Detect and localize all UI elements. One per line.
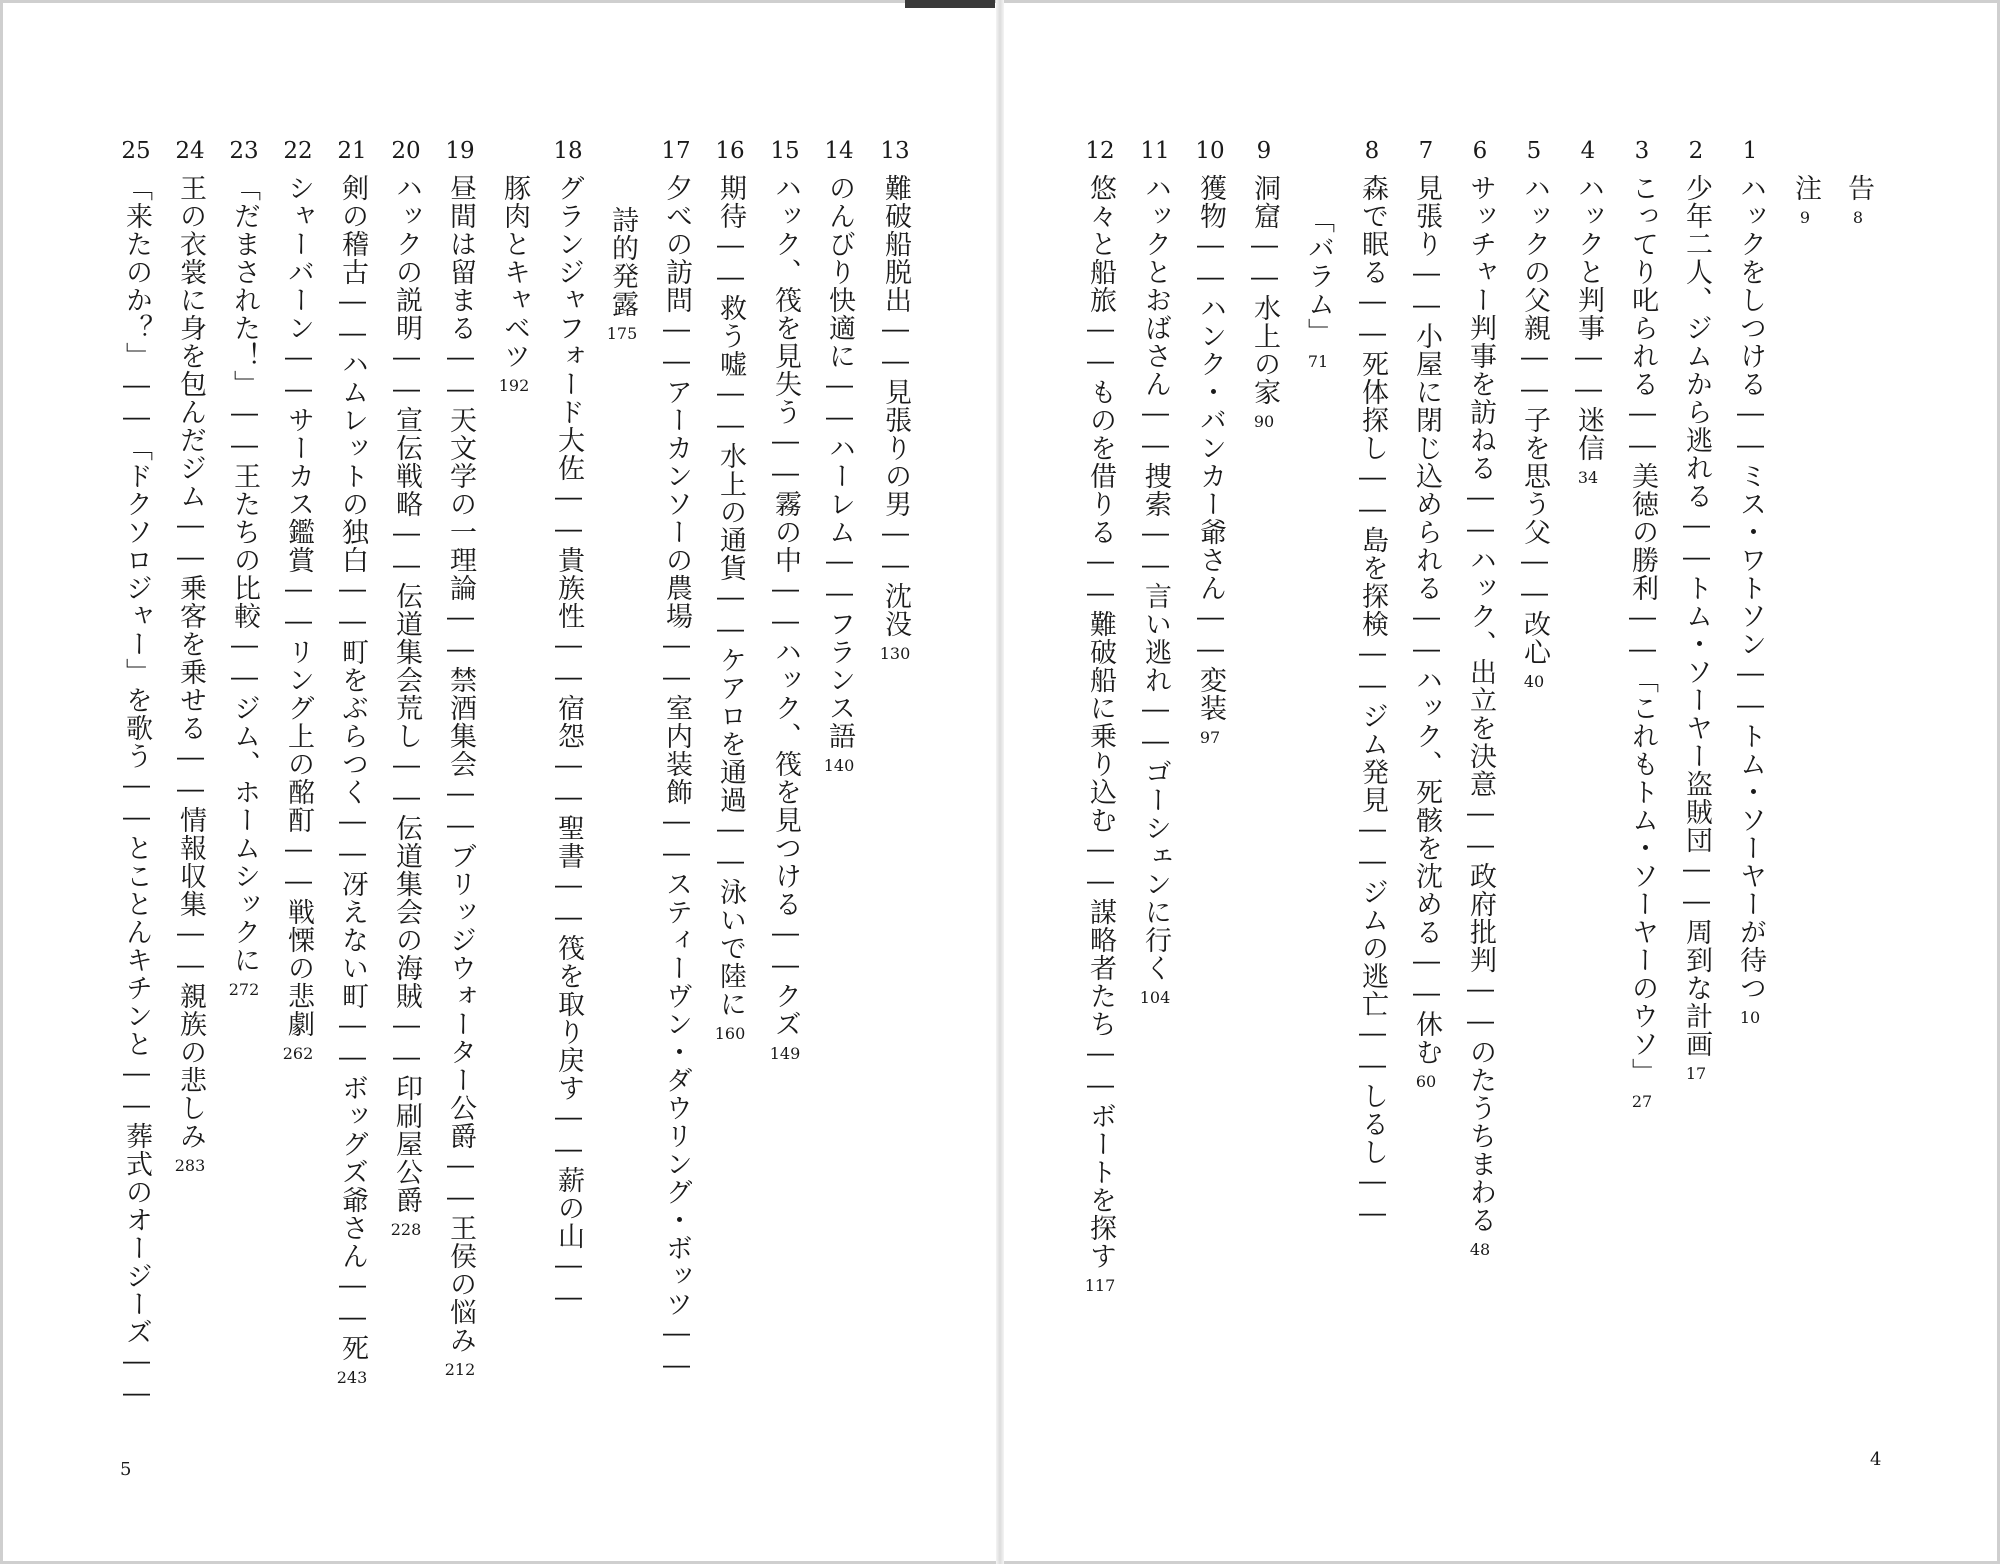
chapter-number: 6 <box>1472 138 1488 164</box>
chapter-title: のんびり快適に――ハーレム――フランス語 <box>824 174 855 750</box>
chapter-number: 17 <box>661 138 691 164</box>
page-number: 130 <box>879 644 911 663</box>
chapter-number: 22 <box>283 138 313 164</box>
page-number: 9 <box>1799 208 1811 227</box>
toc-entry <box>1242 136 1286 432</box>
chapter-number: 13 <box>880 138 910 164</box>
page-number: 140 <box>823 756 855 775</box>
page-number: 228 <box>390 1220 422 1239</box>
chapter-number: 2 <box>1688 138 1704 164</box>
chapter-number: 25 <box>121 138 151 164</box>
page-number: 27 <box>1631 1092 1653 1111</box>
chapter-title: サッチャー判事を訪ねる――ハック、出立を決意――政府批判――のたうちまわる <box>1465 174 1496 1234</box>
toc-entry <box>1566 136 1610 488</box>
chapter-title: ハックとおばさん――捜索――言い逃れ――ゴーシェンに行く <box>1140 174 1171 982</box>
toc-entry <box>654 136 698 1388</box>
toc-entry <box>222 136 266 1000</box>
page-number: 104 <box>1139 988 1171 1007</box>
chapter-title: 夕べの訪問――アーカンソーの農場――室内装飾――スティーヴン・ダウリング・ボッツ―― <box>661 174 692 1382</box>
chapter-number: 18 <box>553 138 583 164</box>
chapter-number: 24 <box>175 138 205 164</box>
chapter-number: 3 <box>1634 138 1650 164</box>
chapter-number: 14 <box>824 138 854 164</box>
chapter-number: 4 <box>1580 138 1596 164</box>
page-number: 283 <box>174 1156 206 1175</box>
chapter-number: 7 <box>1418 138 1434 164</box>
toc-entry <box>1783 136 1827 228</box>
chapter-title: ハックと判事――迷信 <box>1573 174 1604 462</box>
chapter-title: シャーバーン――サーカス鑑賞――リング上の酩酊――戦慄の悲劇 <box>283 174 314 1038</box>
toc-entry <box>168 136 212 1176</box>
page-number: 192 <box>498 376 530 395</box>
page-number: 262 <box>282 1044 314 1063</box>
chapter-title: 見張り――小屋に閉じ込められる――ハック、死骸を沈める――休む <box>1411 174 1442 1066</box>
chapter-title: ハックの説明――宣伝戦略――伝道集会荒し――伝道集会の海賊――印刷屋公爵 <box>391 174 422 1214</box>
chapter-number <box>492 136 536 174</box>
chapter-number: 9 <box>1256 138 1272 164</box>
chapter-title: こってり叱られる――美徳の勝利――「これもトム・ソーヤーのウソ」 <box>1627 174 1658 1086</box>
chapter-title: 「だまされた！」――王たちの比較――ジム、ホームシックに <box>229 174 260 974</box>
chapter-title: 悠々と船旅――ものを借りる――難破船に乗り込む――謀略者たち――ボートを探す <box>1085 174 1116 1270</box>
chapter-title: 森で眠る――死体探し――島を探検――ジム発見――ジムの逃亡――しるし―― <box>1357 174 1388 1230</box>
chapter-number: 8 <box>1364 138 1380 164</box>
page-number: 34 <box>1577 468 1599 487</box>
page-number: 272 <box>228 980 260 999</box>
chapter-title: 「バラム」 <box>1303 206 1334 346</box>
chapter-number: 11 <box>1140 138 1170 164</box>
chapter-number: 1 <box>1742 138 1758 164</box>
chapter-number <box>1783 136 1827 174</box>
chapter-number: 16 <box>715 138 745 164</box>
chapter-title: 告 <box>1843 174 1874 202</box>
chapter-title: グランジャフォード大佐――貴族性――宿怨――聖書――筏を取り戻す――薪の山―― <box>553 174 584 1314</box>
toc-entry <box>1836 136 1880 228</box>
toc-entry <box>492 136 536 396</box>
chapter-number: 23 <box>229 138 259 164</box>
toc-entry <box>276 136 320 1064</box>
chapter-title: 洞窟――水上の家 <box>1249 174 1280 406</box>
page-number: 60 <box>1415 1072 1437 1091</box>
toc-entry <box>1296 136 1340 372</box>
toc-entry <box>1674 136 1718 1084</box>
toc-entry <box>1728 136 1772 1028</box>
toc-entry <box>1404 136 1448 1092</box>
toc-entry <box>1188 136 1232 748</box>
toc-entry <box>330 136 374 1388</box>
chapter-number: 5 <box>1526 138 1542 164</box>
right-page <box>1000 0 2000 1564</box>
folio-right: 4 <box>1870 1449 1882 1470</box>
chapter-number: 21 <box>337 138 367 164</box>
page-number: 40 <box>1523 672 1545 691</box>
toc-entry <box>438 136 482 1380</box>
page-number: 8 <box>1852 208 1864 227</box>
chapter-title: 王の衣裳に身を包んだジム――乗客を乗せる――情報収集――親族の悲しみ <box>175 174 206 1150</box>
page-number: 175 <box>606 324 638 343</box>
chapter-title: 豚肉とキャベツ <box>499 174 530 370</box>
chapter-title: 昼間は留まる――天文学の一理論――禁酒集会――ブリッジウォーター公爵――王侯の悩み <box>445 174 476 1354</box>
toc-entry <box>1133 136 1177 1008</box>
toc-entry <box>546 136 590 1320</box>
chapter-number <box>600 136 644 174</box>
toc-entry <box>1512 136 1556 692</box>
chapter-title: 詩的発露 <box>607 206 638 318</box>
page-number: 97 <box>1199 728 1221 747</box>
chapter-title: 注 <box>1790 174 1821 202</box>
chapter-title: 剣の稽古――ハムレットの独白――町をぶらつく――冴えない町――ボッグズ爺さん――死 <box>337 174 368 1362</box>
chapter-title: 難破船脱出――見張りの男――沈没 <box>880 174 911 638</box>
chapter-title: 期待――救う嘘――水上の通貨――ケアロを通過――泳いで陸に <box>715 174 746 1018</box>
toc-entry <box>384 136 428 1240</box>
chapter-title: 少年二人、ジムから逃れる――トム・ソーヤー盗賊団――周到な計画 <box>1681 174 1712 1058</box>
page-number: 117 <box>1084 1276 1116 1295</box>
chapter-number: 12 <box>1085 138 1115 164</box>
toc-entry <box>600 136 644 344</box>
toc-entry <box>114 136 158 1416</box>
toc-entry <box>817 136 861 776</box>
page-number: 160 <box>714 1024 746 1043</box>
chapter-number: 10 <box>1195 138 1225 164</box>
page-number: 149 <box>769 1044 801 1063</box>
page-number: 71 <box>1307 352 1329 371</box>
chapter-number <box>1296 136 1340 174</box>
chapter-number: 19 <box>445 138 475 164</box>
chapter-title: 「来たのか？」――「ドクソロジャー」を歌う――とことんキチンと――葬式のオージーズ―― <box>121 174 152 1410</box>
chapter-number: 15 <box>770 138 800 164</box>
chapter-title: ハックの父親――子を思う父――改心 <box>1519 174 1550 666</box>
toc-entry <box>1350 136 1394 1236</box>
toc-entry <box>1078 136 1122 1296</box>
toc-entry <box>708 136 752 1044</box>
page-number: 90 <box>1253 412 1275 431</box>
chapter-title: 獲物――ハンク・バンカー爺さん――変装 <box>1195 174 1226 722</box>
page-number: 48 <box>1469 1240 1491 1259</box>
page-number: 243 <box>336 1368 368 1387</box>
chapter-title: ハックをしつける――ミス・ワトソン――トム・ソーヤーが待つ <box>1735 174 1766 1002</box>
chapter-number: 20 <box>391 138 421 164</box>
chapter-title: ハック、筏を見失う――霧の中――ハック、筏を見つける――クズ <box>770 174 801 1038</box>
chapter-number <box>1836 136 1880 174</box>
toc-entry <box>873 136 917 664</box>
toc-entry <box>1620 136 1664 1112</box>
toc-entry <box>1458 136 1502 1260</box>
page-number: 212 <box>444 1360 476 1379</box>
folio-left: 5 <box>120 1459 132 1480</box>
toc-entry <box>763 136 807 1064</box>
page-number: 17 <box>1685 1064 1707 1083</box>
page-number: 10 <box>1739 1008 1761 1027</box>
